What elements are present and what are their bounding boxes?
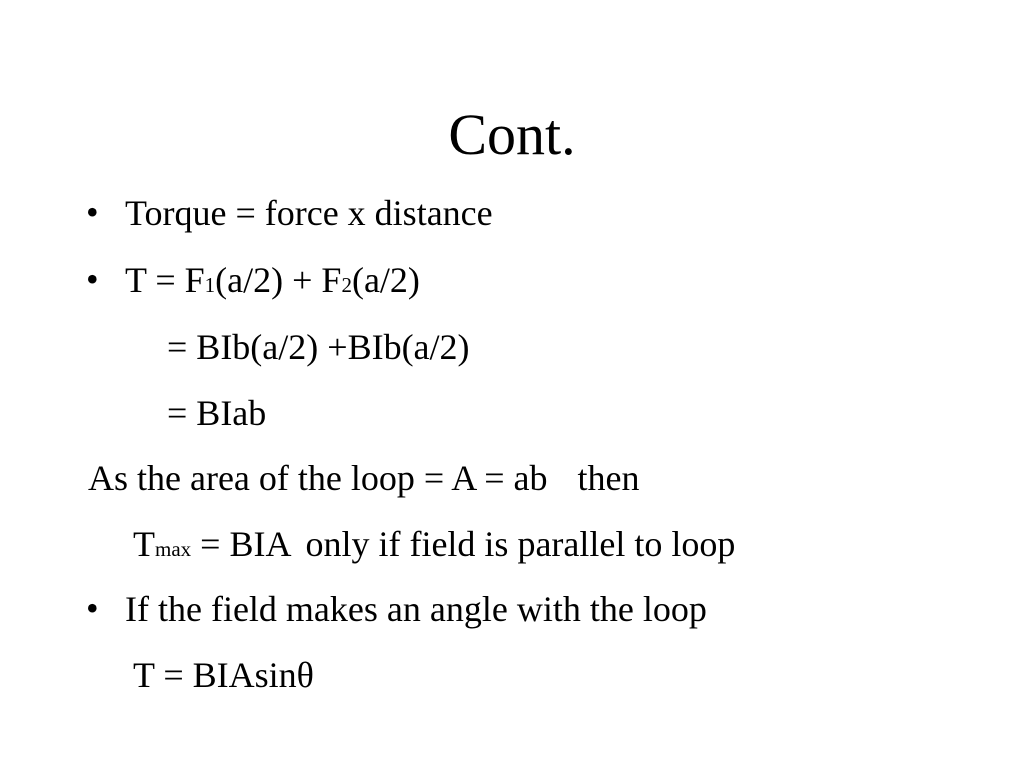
line-biasin	[133, 653, 314, 697]
tmax-t: T	[133, 524, 155, 564]
eq-part-3: (a/2)	[351, 260, 420, 300]
line-bib-sum-text: = BIb(a/2) +BIb(a/2)	[167, 327, 470, 367]
eq-part-2: (a/2) + F	[215, 260, 342, 300]
tmax-condition: only if field is parallel to loop	[305, 524, 736, 564]
line-area-text: As the area of the loop = A = ab	[88, 458, 548, 498]
slide-title: Cont.	[448, 102, 576, 167]
line-area-of-loop	[88, 456, 639, 500]
eq-subscript-1: 1	[204, 273, 216, 297]
bullet-3: •	[86, 588, 99, 628]
line-field-angle	[125, 587, 707, 631]
bullet-1: •	[86, 192, 99, 232]
bullet-2: •	[86, 259, 99, 299]
line-field-angle-text: If the field makes an angle with the loop	[125, 589, 707, 629]
line-area-then: then	[577, 458, 640, 498]
eq-part-1: T = F	[125, 260, 205, 300]
line-torque-definition-text: Torque = force x distance	[125, 193, 493, 233]
line-torque-definition	[125, 191, 493, 235]
tmax-subscript: max	[155, 537, 192, 561]
line-biab	[167, 391, 266, 435]
line-tmax	[133, 522, 735, 571]
line-torque-equation	[125, 258, 420, 307]
tmax-equals-bia: = BIA	[191, 524, 292, 564]
eq-subscript-2: 2	[341, 273, 352, 297]
line-biasin-text: T = BIAsinθ	[133, 655, 314, 695]
line-bib-sum	[167, 325, 470, 369]
line-biab-text: = BIab	[167, 393, 267, 433]
